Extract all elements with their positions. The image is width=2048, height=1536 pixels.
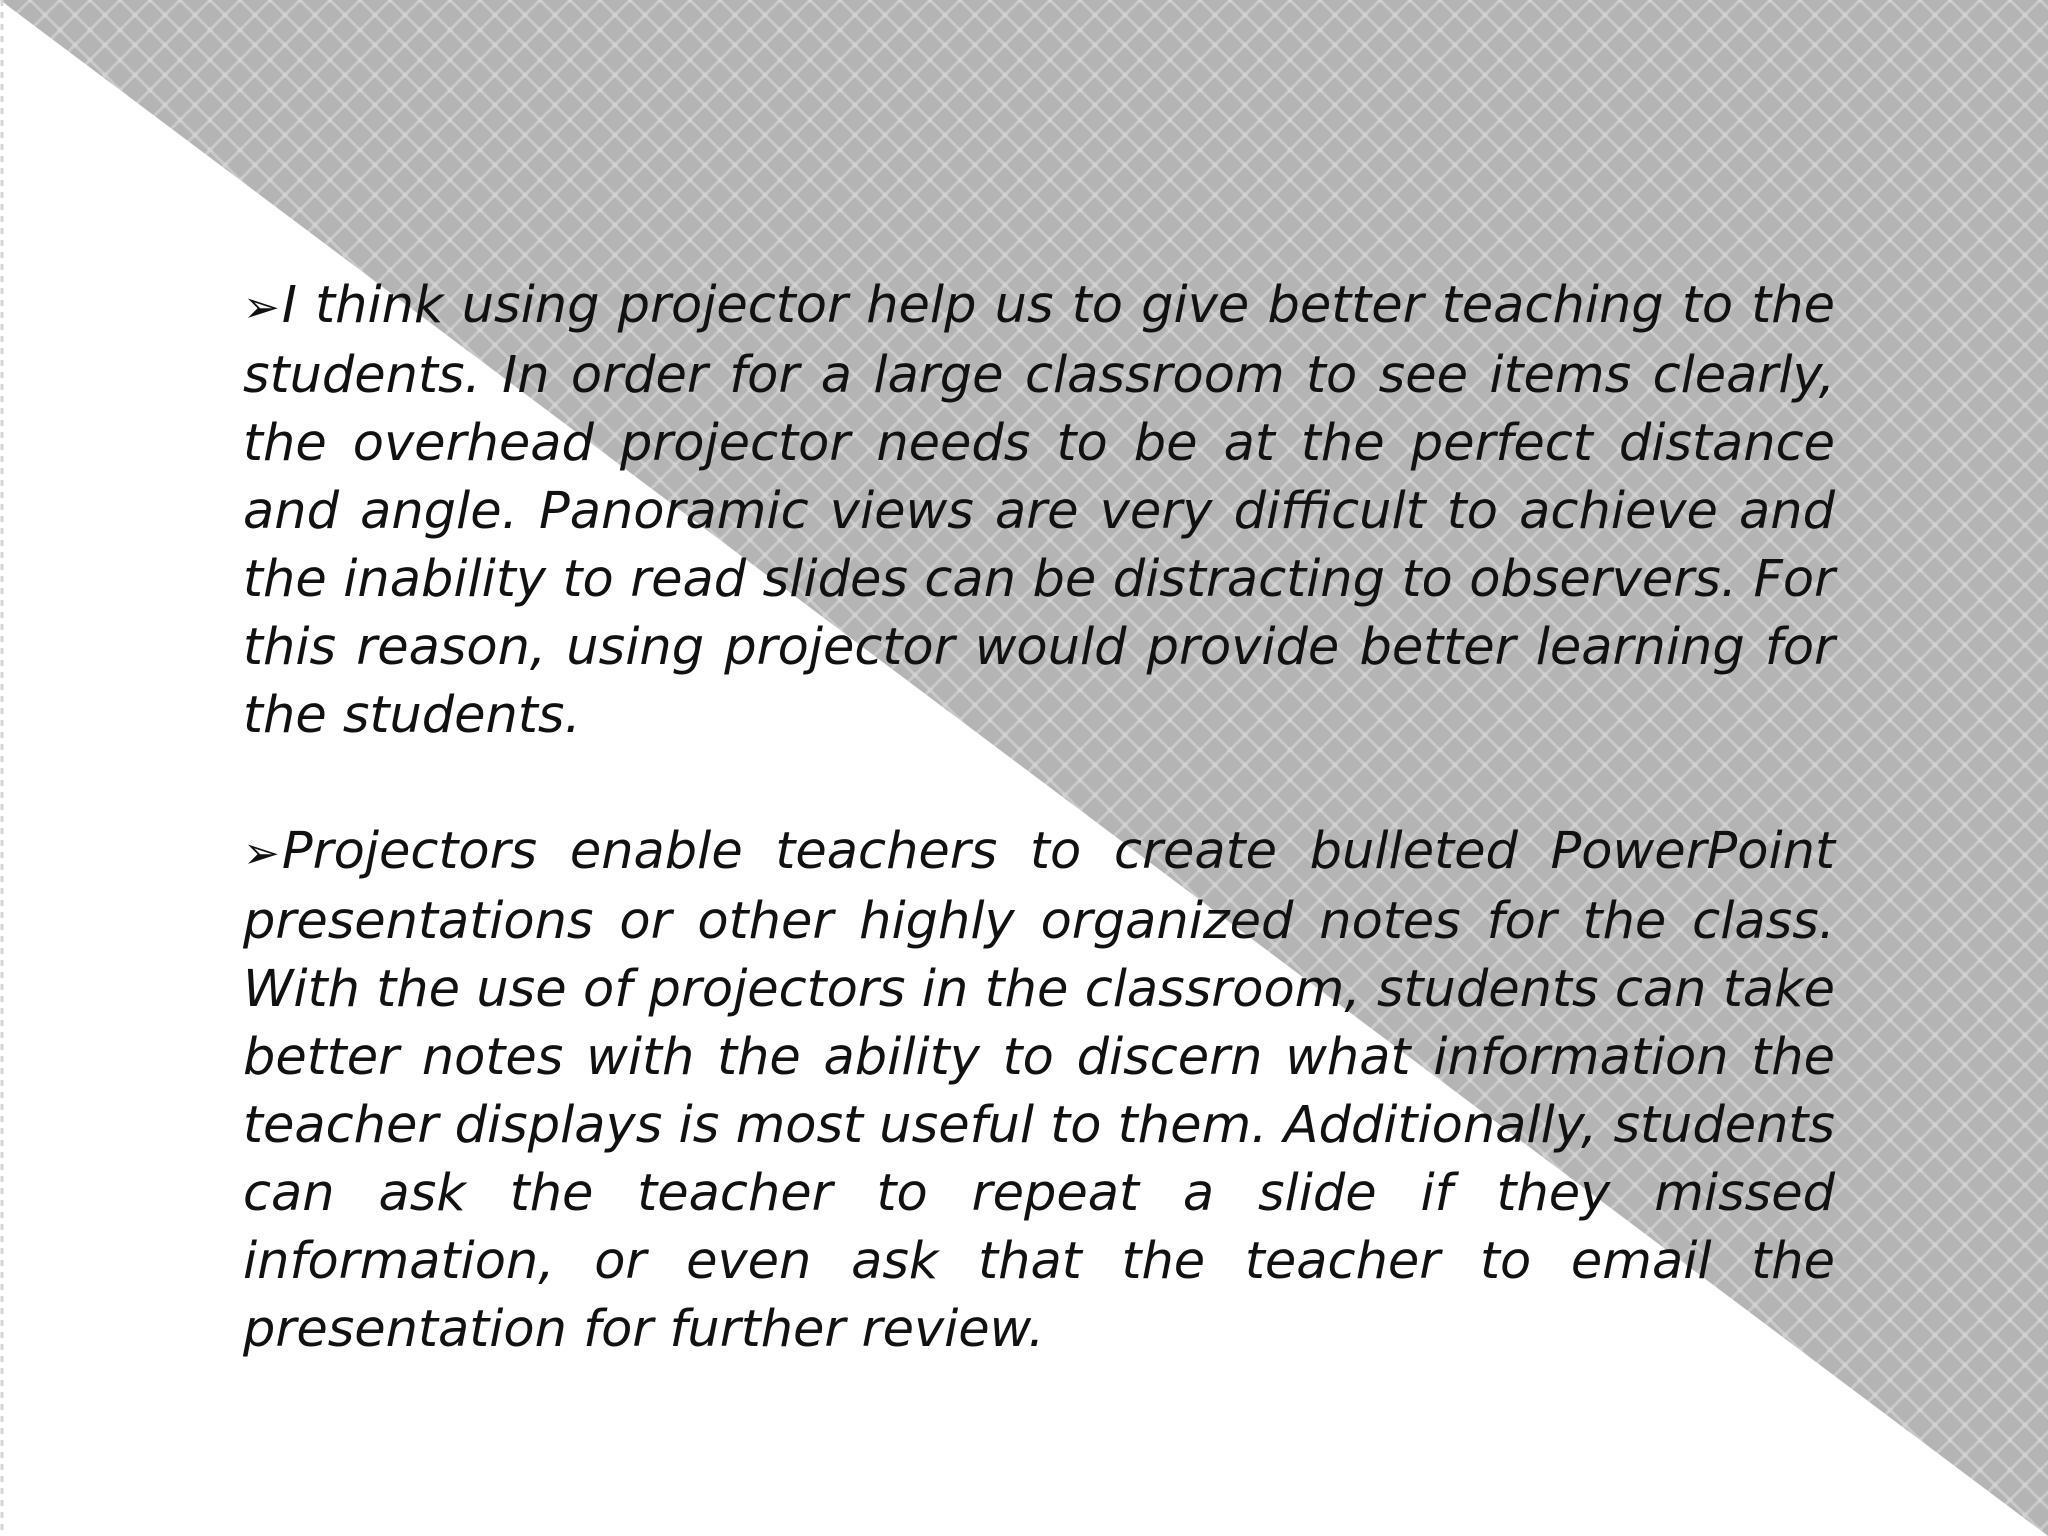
- arrow-bullet-icon: ➢: [243, 828, 280, 879]
- arrow-bullet-icon: ➢: [243, 282, 280, 333]
- paragraph-text: I think using projector help us to give better teaching to the students. In order for a large classroom to see items clearly, the overhead projector needs to be at the perfect distance and angle. Panoramic views are very difficult to achieve and the inability to read slides can be distracting to observers. For this reason, using projector would provide better learning for the students.: [243, 276, 1835, 745]
- slide-body: [243, 272, 1835, 1432]
- bullet-paragraph-1: [243, 272, 1835, 750]
- bullet-paragraph-2: [243, 818, 1835, 1364]
- paragraph-text: Projectors enable teachers to create bulleted PowerPoint presentations or other highly organized notes for the class. With the use of projectors in the classroom, students can take better notes with the ability to discern what information the teacher displays is most useful to them. Additionally, students can ask the teacher to repeat a slide if they missed information, or even ask that the teacher to email the presentation for further review.: [243, 822, 1835, 1359]
